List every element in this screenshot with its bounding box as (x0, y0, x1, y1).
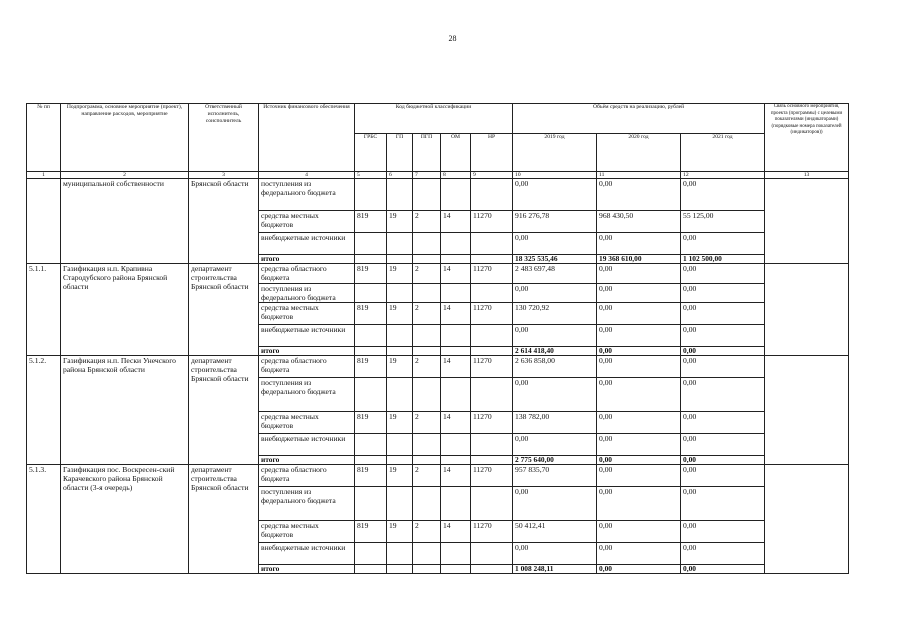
header-budget-code: Код бюджетной классификации (355, 104, 513, 134)
total-code-np (471, 565, 513, 574)
code-gp (387, 378, 413, 412)
table-row (27, 179, 849, 211)
code-pgp (413, 284, 441, 303)
item-executor: департамент строительства Брянской области (189, 356, 259, 465)
total-code-om (441, 456, 471, 465)
code-pgp: 2 (413, 264, 441, 284)
code-np (471, 543, 513, 565)
total-code-pgp (413, 347, 441, 356)
amount-2021: 0,00 (681, 521, 765, 543)
code-grbs: 819 (355, 465, 387, 487)
amount-2021: 0,00 (681, 378, 765, 412)
amount-2020: 0,00 (597, 521, 681, 543)
header-volume: Объём средств на реализацию, рублей (513, 104, 765, 134)
code-om (441, 179, 471, 211)
funding-source: средства местных бюджетов (259, 521, 355, 543)
total-2021: 0,00 (681, 347, 765, 356)
amount-2019: 957 835,70 (513, 465, 597, 487)
code-np: 11270 (471, 264, 513, 284)
code-gp: 19 (387, 521, 413, 543)
code-grbs (355, 233, 387, 255)
funding-source: средства местных бюджетов (259, 412, 355, 434)
code-grbs (355, 434, 387, 456)
code-om: 14 (441, 211, 471, 233)
total-code-grbs (355, 347, 387, 356)
item-executor: департамент строительства Брянской области (189, 465, 259, 574)
header-om: ОМ (441, 134, 471, 172)
code-gp (387, 233, 413, 255)
total-2019: 2 614 418,40 (513, 347, 597, 356)
amount-2021: 55 125,00 (681, 211, 765, 233)
total-code-grbs (355, 255, 387, 264)
total-code-np (471, 456, 513, 465)
page-number: 28 (448, 34, 457, 43)
code-grbs: 819 (355, 303, 387, 325)
item-executor: департамент строительства Брянской области (189, 264, 259, 356)
code-om (441, 325, 471, 347)
code-grbs (355, 284, 387, 303)
total-2020: 0,00 (597, 565, 681, 574)
amount-2019: 130 720,92 (513, 303, 597, 325)
code-pgp: 2 (413, 356, 441, 378)
item-name: Газификация н.п. Крапивна Стародубского района Брянской области (61, 264, 189, 356)
code-pgp (413, 543, 441, 565)
total-2021: 0,00 (681, 565, 765, 574)
code-om: 14 (441, 264, 471, 284)
col-number: 9 (471, 172, 513, 179)
header-2020: 2020 год (597, 134, 681, 172)
total-code-om (441, 255, 471, 264)
total-2019: 1 008 248,11 (513, 565, 597, 574)
table-row (27, 356, 849, 378)
col-number: 6 (387, 172, 413, 179)
total-code-grbs (355, 456, 387, 465)
header-grbs: ГРБС (355, 134, 387, 172)
total-2020: 0,00 (597, 456, 681, 465)
funding-source: поступления из федерального бюджета (259, 487, 355, 521)
total-code-gp (387, 456, 413, 465)
amount-2020: 0,00 (597, 303, 681, 325)
item-name: Газификация пос. Воскресен-ский Карачевского района Брянской области (3-я очередь) (61, 465, 189, 574)
code-pgp: 2 (413, 303, 441, 325)
code-grbs: 819 (355, 211, 387, 233)
total-code-gp (387, 565, 413, 574)
code-om: 14 (441, 521, 471, 543)
total-2019: 18 325 535,46 (513, 255, 597, 264)
code-np (471, 487, 513, 521)
amount-2021: 0,00 (681, 264, 765, 284)
amount-2020: 0,00 (597, 487, 681, 521)
amount-2020: 0,00 (597, 434, 681, 456)
indicator-link (765, 465, 849, 574)
code-grbs (355, 487, 387, 521)
total-code-om (441, 347, 471, 356)
total-code-gp (387, 347, 413, 356)
code-np: 11270 (471, 356, 513, 378)
code-np (471, 284, 513, 303)
funding-source: поступления из федерального бюджета (259, 179, 355, 211)
code-np: 11270 (471, 521, 513, 543)
code-np (471, 434, 513, 456)
col-number: 11 (597, 172, 681, 179)
header-program: Подпрограмма, основное мероприятие (проект), направление расходов, мероприятие (61, 104, 189, 172)
col-number: 4 (259, 172, 355, 179)
col-number: 1 (27, 172, 61, 179)
amount-2019: 0,00 (513, 325, 597, 347)
code-om (441, 434, 471, 456)
code-np: 11270 (471, 412, 513, 434)
item-number: 5.1.2. (27, 356, 61, 465)
code-pgp (413, 233, 441, 255)
funding-source: поступления из федерального бюджета (259, 378, 355, 412)
col-number: 13 (765, 172, 849, 179)
code-gp: 19 (387, 356, 413, 378)
amount-2021: 0,00 (681, 325, 765, 347)
code-grbs: 819 (355, 264, 387, 284)
code-om (441, 378, 471, 412)
total-label: итого (259, 347, 355, 356)
code-gp: 19 (387, 303, 413, 325)
code-grbs: 819 (355, 356, 387, 378)
amount-2021: 0,00 (681, 465, 765, 487)
col-number: 10 (513, 172, 597, 179)
amount-2020: 0,00 (597, 412, 681, 434)
header-row (27, 104, 849, 134)
amount-2019: 0,00 (513, 487, 597, 521)
header-pgp: ПГП (413, 134, 441, 172)
col-number: 8 (441, 172, 471, 179)
total-code-pgp (413, 255, 441, 264)
total-2021: 0,00 (681, 456, 765, 465)
code-pgp: 2 (413, 412, 441, 434)
code-pgp: 2 (413, 521, 441, 543)
amount-2019: 138 782,00 (513, 412, 597, 434)
indicator-link (765, 356, 849, 465)
code-gp: 19 (387, 465, 413, 487)
amount-2020: 0,00 (597, 284, 681, 303)
total-2020: 0,00 (597, 347, 681, 356)
amount-2020: 0,00 (597, 179, 681, 211)
code-pgp (413, 434, 441, 456)
amount-2020: 0,00 (597, 356, 681, 378)
funding-source: средства областного бюджета (259, 356, 355, 378)
funding-source: внебюджетные источники (259, 325, 355, 347)
total-code-gp (387, 255, 413, 264)
header-num: № пп (27, 104, 61, 172)
item-number: 5.1.1. (27, 264, 61, 356)
funding-source: внебюджетные источники (259, 434, 355, 456)
funding-source: внебюджетные источники (259, 543, 355, 565)
code-grbs: 819 (355, 521, 387, 543)
total-code-grbs (355, 565, 387, 574)
code-grbs (355, 543, 387, 565)
col-number: 7 (413, 172, 441, 179)
code-om: 14 (441, 465, 471, 487)
funding-source: средства местных бюджетов (259, 211, 355, 233)
code-grbs (355, 179, 387, 211)
item-number: 5.1.3. (27, 465, 61, 574)
total-2019: 2 775 640,00 (513, 456, 597, 465)
code-gp (387, 284, 413, 303)
header-2021: 2021 год (681, 134, 765, 172)
code-gp (387, 487, 413, 521)
header-source: Источник финансового обеспечения (259, 104, 355, 172)
amount-2019: 916 276,78 (513, 211, 597, 233)
code-gp (387, 434, 413, 456)
code-om: 14 (441, 356, 471, 378)
code-gp: 19 (387, 211, 413, 233)
amount-2021: 0,00 (681, 487, 765, 521)
table-row (27, 264, 849, 284)
funding-source: средства областного бюджета (259, 465, 355, 487)
amount-2019: 50 412,41 (513, 521, 597, 543)
amount-2021: 0,00 (681, 356, 765, 378)
total-label: итого (259, 255, 355, 264)
item-executor: Брянской области (189, 179, 259, 264)
item-name: Газификация н.п. Пески Унечского района Брянской области (61, 356, 189, 465)
amount-2021: 0,00 (681, 434, 765, 456)
amount-2019: 0,00 (513, 284, 597, 303)
amount-2019: 0,00 (513, 179, 597, 211)
code-np (471, 325, 513, 347)
code-om (441, 543, 471, 565)
code-om (441, 233, 471, 255)
code-np: 11270 (471, 211, 513, 233)
code-gp: 19 (387, 264, 413, 284)
code-pgp (413, 487, 441, 521)
budget-table (26, 103, 849, 574)
code-om: 14 (441, 303, 471, 325)
code-om: 14 (441, 412, 471, 434)
code-gp (387, 325, 413, 347)
indicator-link (765, 264, 849, 356)
total-code-np (471, 255, 513, 264)
total-code-om (441, 565, 471, 574)
code-grbs: 819 (355, 412, 387, 434)
total-label: итого (259, 456, 355, 465)
code-pgp: 2 (413, 211, 441, 233)
code-gp (387, 179, 413, 211)
amount-2019: 0,00 (513, 378, 597, 412)
total-code-np (471, 347, 513, 356)
code-np (471, 233, 513, 255)
amount-2021: 0,00 (681, 179, 765, 211)
amount-2021: 0,00 (681, 412, 765, 434)
code-np: 11270 (471, 303, 513, 325)
table-body (27, 179, 849, 574)
code-pgp (413, 179, 441, 211)
total-2021: 1 102 500,00 (681, 255, 765, 264)
code-np: 11270 (471, 465, 513, 487)
item-name: муниципальной собственности (61, 179, 189, 264)
amount-2019: 0,00 (513, 543, 597, 565)
total-label: итого (259, 565, 355, 574)
header-gp: ГП (387, 134, 413, 172)
item-number (27, 179, 61, 264)
code-pgp: 2 (413, 465, 441, 487)
header-np: НР (471, 134, 513, 172)
code-gp (387, 543, 413, 565)
code-om (441, 487, 471, 521)
amount-2021: 0,00 (681, 543, 765, 565)
code-pgp (413, 378, 441, 412)
amount-2020: 968 430,50 (597, 211, 681, 233)
funding-source: средства местных бюджетов (259, 303, 355, 325)
amount-2019: 0,00 (513, 434, 597, 456)
code-gp: 19 (387, 412, 413, 434)
code-pgp (413, 325, 441, 347)
total-code-pgp (413, 456, 441, 465)
amount-2020: 0,00 (597, 325, 681, 347)
amount-2021: 0,00 (681, 303, 765, 325)
col-number: 2 (61, 172, 189, 179)
amount-2021: 0,00 (681, 284, 765, 303)
code-np (471, 179, 513, 211)
code-grbs (355, 378, 387, 412)
amount-2020: 0,00 (597, 378, 681, 412)
total-2020: 19 368 610,00 (597, 255, 681, 264)
col-number: 12 (681, 172, 765, 179)
total-code-pgp (413, 565, 441, 574)
col-number: 5 (355, 172, 387, 179)
code-np (471, 378, 513, 412)
funding-source: средства областного бюджета (259, 264, 355, 284)
amount-2019: 0,00 (513, 233, 597, 255)
indicator-link (765, 179, 849, 264)
amount-2020: 0,00 (597, 264, 681, 284)
funding-source: внебюджетные источники (259, 233, 355, 255)
column-number-row (27, 172, 849, 179)
amount-2020: 0,00 (597, 465, 681, 487)
funding-source: поступления из федерального бюджета (259, 284, 355, 303)
code-om (441, 284, 471, 303)
amount-2021: 0,00 (681, 233, 765, 255)
header-executor: Ответственный исполнитель, соисполнитель (189, 104, 259, 172)
amount-2020: 0,00 (597, 543, 681, 565)
amount-2020: 0,00 (597, 233, 681, 255)
col-number: 3 (189, 172, 259, 179)
header-link: Связь основного мероприятия, проекта (программы) с целевыми показателями (индикаторами) (порядковые номера показателей (индикаторов)) (765, 104, 849, 172)
code-grbs (355, 325, 387, 347)
amount-2019: 2 483 697,48 (513, 264, 597, 284)
header-2019: 2019 год (513, 134, 597, 172)
table-row (27, 465, 849, 487)
amount-2019: 2 636 858,00 (513, 356, 597, 378)
